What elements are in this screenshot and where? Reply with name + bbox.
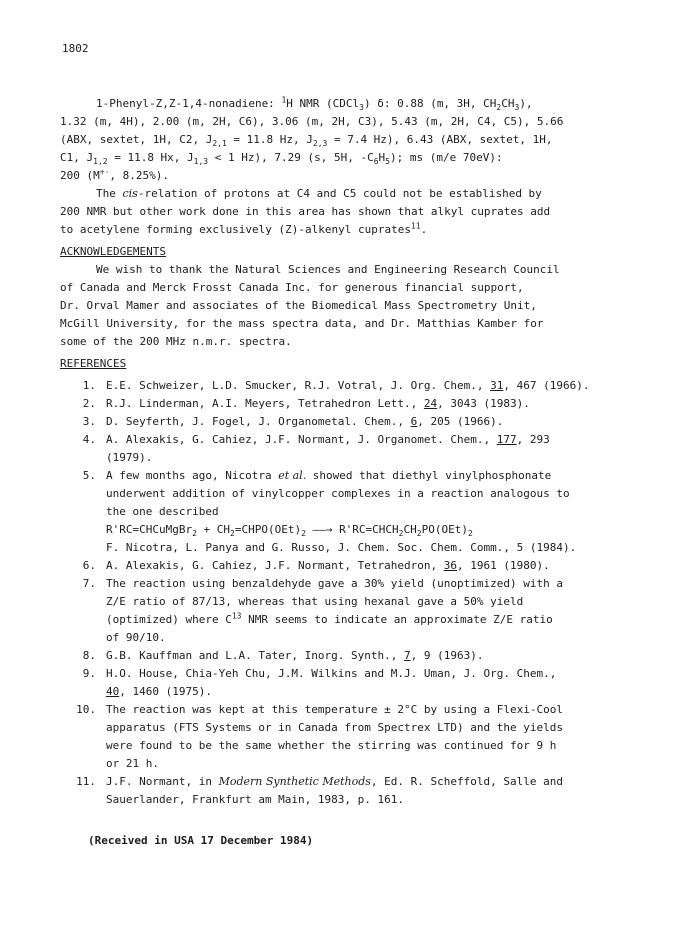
- cis-relation-paragraph: The cis-relation of protons at C4 and C5 could not be established by 200 NMR but other work done in this area has shown that alkyl cuprates add to acetylene forming exclusively (Z)-alkenyl cuprates$^{11}$.: [60, 187, 551, 236]
- reference-item-1: 1. E.E. Schweizer, L.D. Smucker, R.J. Votral, J. Org. Chem., 31, 467 (1966).: [82, 379, 590, 392]
- article-body: [60, 95, 620, 809]
- compound-line-1: 1-Phenyl-Z,Z-1,4-nonadiene: $^1$H NMR (CDCl$_3$) δ: 0.88 (m, 3H, $CH_2CH_3$),: [96, 95, 533, 113]
- compound-characterization: [60, 95, 620, 185]
- references-heading: REFERENCES: [60, 357, 127, 370]
- reference-item-10: 10. The reaction was kept at this temperature ± 2°C by using a Flexi-Cool apparatus (FTS Systems or in Canada from Spectrex LTD) and the yields were found to be the same whether the stirring was continued for 9 h or 21 h.: [76, 703, 563, 770]
- reference-item-6: 6. A. Alexakis, G. Cahiez, J.F. Normant, Tetrahedron, 36, 1961 (1980).: [82, 559, 550, 572]
- reference-item-3: 3. D. Seyferth, J. Fogel, J. Organometal. Chem., 6, 205 (1966).: [82, 415, 504, 428]
- reference-item-4: 4. A. Alexakis, G. Cahiez, J.F. Normant, J. Organomet. Chem., 177, 293 (1979).: [82, 433, 550, 464]
- reference-item-11: 11. J.F. Normant, in Modern Synthetic Methods, Ed. R. Scheffold, Salle and Sauerlander, Frankfurt am Main, 1983, p. 161.: [76, 775, 563, 806]
- reference-item-2: 2. R.J. Linderman, A.I. Meyers, Tetrahedron Lett., 24, 3043 (1983).: [82, 397, 530, 410]
- acknowledgements-heading: ACKNOWLEDGEMENTS: [60, 245, 166, 258]
- reaction-arrow-icon: ——→: [305, 523, 340, 536]
- compound-line-3: (ABX, sextet, 1H, C2, $J_{2,1} = 11.8$ Hz, $J_{2,3} = 7.4$ Hz), 6.43 (ABX, sextet, 1H,: [60, 133, 553, 149]
- reference-item-9: 9. H.O. House, Chia-Yeh Chu, J.M. Wilkins and M.J. Uman, J. Org. Chem., 40, 1460 (1975).: [82, 667, 557, 698]
- references-list: [60, 377, 620, 809]
- received-date: (Received in USA 17 December 1984): [88, 834, 314, 847]
- acknowledgements-text: We wish to thank the Natural Sciences and Engineering Research Council of Canada and Merck Frosst Canada Inc. for generous financial support, Dr. Orval Mamer and associates of the Biomedical Mass Spectrometry Unit, McGill University, for the mass spectra data, and Dr. Matthias Kamber for some of the 200 MHz n.m.r. spectra.: [60, 263, 560, 348]
- reaction-equation: R'RC=CHCuMgBr$_2$ + $CH_2=CHPO(OEt)_2$ ——→ $R'RC=CHCH_2CH_2PO(OEt)_2$: [106, 523, 473, 539]
- reference-item-5: 5. A few months ago, Nicotra et al. showed that diethyl vinylphosphonate underwent addition of vinylcopper complexes in a reaction analogous to the one described R'RC=CHCuMgBr$_2$ + $CH_2=CHPO(OEt)_2$ ——→ $R'RC=CHCH_2CH_2PO(OEt)_2$ F. Nicotra, L. Panya and G. Russo, J. Chem. Soc. Chem. Comm., 5 (1984).: [82, 469, 577, 554]
- reference-item-7: 7. The reaction using benzaldehyde gave a 30% yield (unoptimized) with a Z/E ratio of 87/13, whereas that using hexanal gave a 50% yield (optimized) where $C^{13}$ NMR seems to indicate an approximate Z/E ratio of 90/10.: [82, 577, 563, 644]
- reference-item-8: 8. G.B. Kauffman and L.A. Tater, Inorg. Synth., 7, 9 (1963).: [82, 649, 484, 662]
- compound-line-5: 200 (M+·, 8.25%).: [60, 167, 169, 182]
- page-number: 1802: [62, 42, 89, 55]
- compound-line-4: C1, $J_{1,2} = 11.8$ Hx, $J_{1,3} < 1$ Hz), 7.29 (s, 5H, $-C_6H_5$); ms (m/e 70eV):: [60, 151, 503, 167]
- compound-line-2: 1.32 (m, 4H), 2.00 (m, 2H, C6), 3.06 (m, 2H, C3), 5.43 (m, 2H, C4, C5), 5.66: [60, 115, 564, 128]
